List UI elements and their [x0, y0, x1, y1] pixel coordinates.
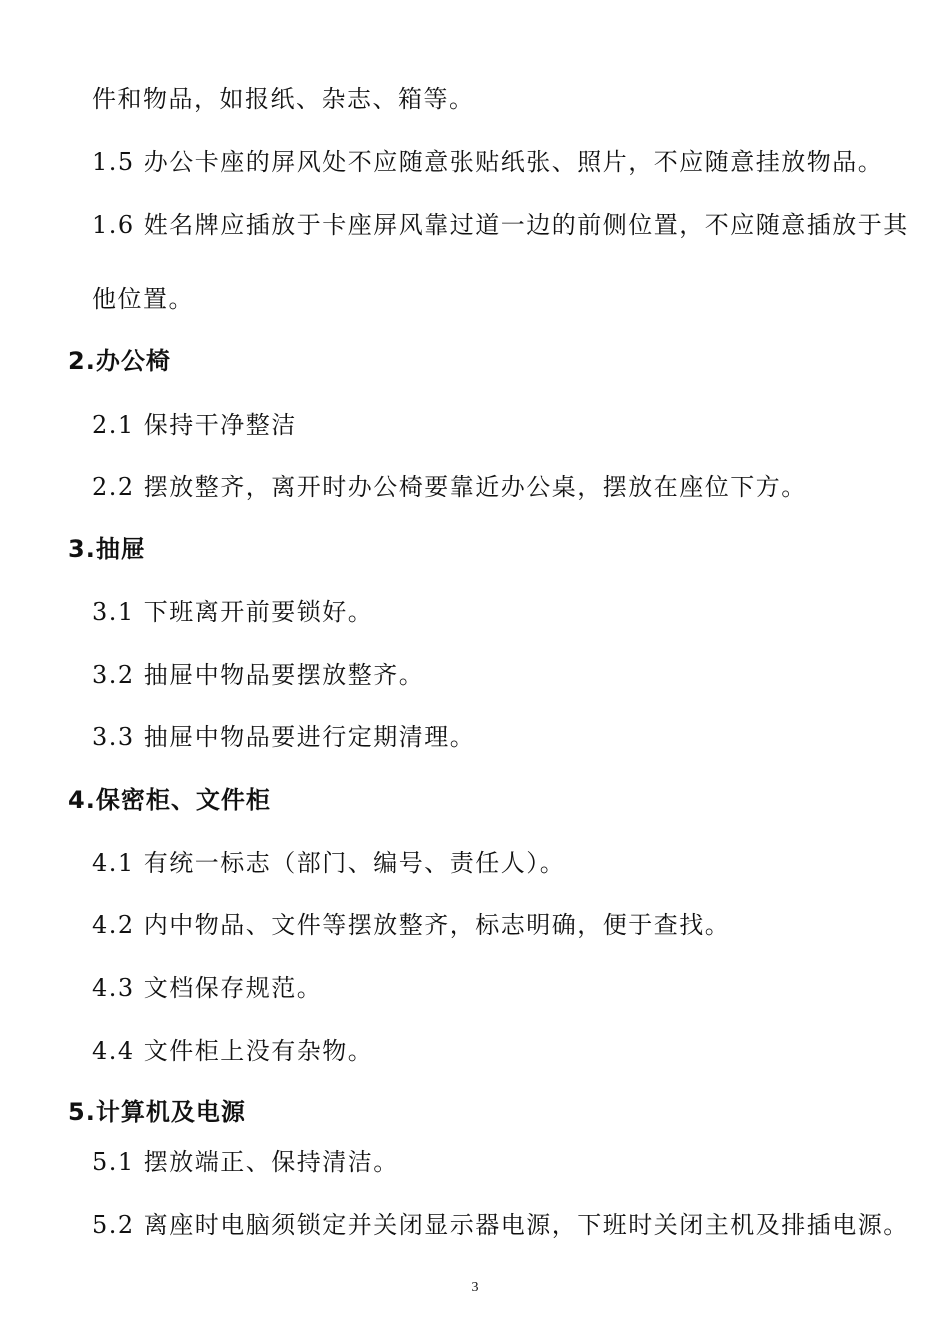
- paragraph-line: 他位置。: [92, 285, 194, 313]
- paragraph-line: 件和物品，如报纸、杂志、箱等。: [92, 85, 475, 113]
- paragraph-line: 1.5 办公卡座的屏风处不应随意张贴纸张、照片，不应随意挂放物品。: [92, 148, 884, 176]
- list-item: 4.2 内中物品、文件等摆放整齐，标志明确，便于查找。: [92, 911, 731, 939]
- paragraph-line: 1.6 姓名牌应插放于卡座屏风靠过道一边的前侧位置，不应随意插放于其: [92, 211, 909, 239]
- list-item: 5.1 摆放端正、保持清洁。: [92, 1148, 399, 1176]
- list-item: 3.1 下班离开前要锁好。: [92, 598, 374, 626]
- section-heading: 3.抽屉: [68, 535, 146, 563]
- list-item: 3.2 抽屉中物品要摆放整齐。: [92, 661, 425, 689]
- section-heading: 2.办公椅: [68, 347, 171, 375]
- list-item: 2.1 保持干净整洁: [92, 411, 297, 439]
- list-item: 4.1 有统一标志（部门、编号、责任人）。: [92, 849, 566, 877]
- list-item: 2.2 摆放整齐，离开时办公椅要靠近办公桌，摆放在座位下方。: [92, 473, 807, 501]
- list-item: 5.2 离座时电脑须锁定并关闭显示器电源，下班时关闭主机及排插电源。: [92, 1211, 909, 1239]
- page-number: 3: [471, 1280, 479, 1295]
- list-item: 4.4 文件柜上没有杂物。: [92, 1037, 374, 1065]
- section-heading: 4.保密柜、文件柜: [68, 786, 271, 814]
- list-item: 4.3 文档保存规范。: [92, 974, 323, 1002]
- section-heading: 5.计算机及电源: [68, 1098, 246, 1126]
- list-item: 3.3 抽屉中物品要进行定期清理。: [92, 723, 476, 751]
